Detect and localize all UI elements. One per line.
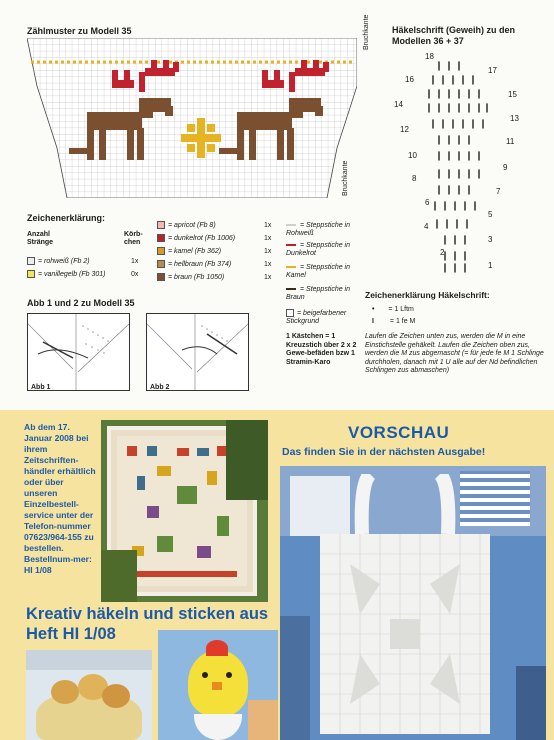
single-crochet-icon: I — [372, 318, 374, 325]
bruchkante-bottom: Bruchkante — [342, 160, 349, 196]
crochet-diagram — [425, 58, 495, 278]
swatch-icon — [286, 309, 294, 317]
row-number: 17 — [488, 66, 497, 75]
legend-count: 0x — [131, 271, 139, 278]
order-info: Ab dem 17. Januar 2008 bei ihrem Zeitschriften-händler erhältlich oder über unseren Einzelbestell-service unter der Telefon-nummer 07623/964-155 zu bestellen. Bestellnum-mer: HI 1/08 — [24, 422, 96, 575]
stitch-line-icon — [286, 224, 296, 226]
row-number: 13 — [510, 114, 519, 123]
legend-item-braun: = braun (Fb 1050) — [157, 273, 224, 281]
star-motif — [181, 118, 221, 158]
swatch-icon — [157, 273, 165, 281]
stitch-kamel: = Steppstiche in Kamel — [286, 264, 351, 279]
abb1-figure — [27, 313, 130, 391]
stitch-line-icon — [286, 266, 296, 268]
abb2-figure — [146, 313, 249, 391]
kaestchen-note: 1 Kästchen = 1 Kreuzstich über 2 x 2 Gewe-befäden bzw 1 Stramin-Karo — [286, 333, 357, 366]
legend-title: Zeichenerklärung: — [27, 213, 106, 223]
swatch-icon — [157, 247, 165, 255]
legend-count: 1x — [264, 235, 272, 242]
crochet-legend-lftm: • = 1 Lftm — [372, 306, 414, 313]
cross-stitch-chart — [27, 38, 357, 198]
row-number: 11 — [506, 137, 515, 146]
swatch-icon — [157, 221, 165, 229]
row-number: 1 — [488, 261, 493, 270]
row-number: 9 — [503, 163, 508, 172]
row-number: 8 — [412, 174, 417, 183]
legend-item-dunkelrot: = dunkelrot (Fb 1006) — [157, 234, 235, 242]
legend-item-vanillegelb: = vanillegelb (Fb 301) — [27, 270, 106, 278]
chick-egg-cosy-photo — [158, 630, 278, 740]
stitch-line-icon — [286, 288, 296, 290]
row-number: 15 — [508, 90, 517, 99]
chain-stitch-icon: • — [372, 306, 375, 313]
legend-item-kamel: = kamel (Fb 362) — [157, 247, 221, 255]
vorschau-heading: VORSCHAU — [348, 423, 450, 442]
crochet-bag-photo — [280, 466, 546, 740]
legend-item-apricot: = apricot (Fb 8) — [157, 221, 216, 229]
legend-col1-header: Anzahl Stränge — [27, 231, 54, 246]
row-number: 4 — [424, 222, 429, 231]
row-number: 2 — [440, 248, 445, 257]
crochet-legend-text: Laufen die Zeichen unten zus, werden die M in eine Einstichstelle gehäkelt. Laufen die Zeichen oben zus, werden die M zus abgemascht (= für jede fe M 1 Schlinge durchholen, danach mit 1 U alle auf der Nd befindlichen Schlingen zus abmaschen) — [365, 333, 544, 375]
chart-title: Zählmuster zu Modell 35 — [27, 26, 132, 36]
row-number: 10 — [408, 151, 417, 160]
stitch-rohweiss: = Steppstiche in Rohweiß — [286, 222, 351, 237]
stitch-dunkelrot: = Steppstiche in Dunkelrot — [286, 242, 351, 257]
kreativ-heading: Kreativ häkeln und sticken aus Heft HI 1/08 — [26, 605, 269, 643]
legend-col2-header: Körb-chen — [124, 231, 143, 246]
legend-count: 1x — [264, 222, 272, 229]
crochet-legend-fem: I = 1 fe M — [372, 318, 416, 325]
stitch-line-icon — [286, 244, 296, 246]
abb1-label: Abb 1 — [31, 384, 51, 391]
abb2-label: Abb 2 — [150, 384, 170, 391]
legend-count: 1x — [264, 261, 272, 268]
row-number: 16 — [405, 75, 414, 84]
abb-title: Abb 1 und 2 zu Modell 35 — [27, 298, 135, 308]
crochet-legend-title: Zeichenerklärung Häkelschrift: — [365, 290, 490, 300]
stitch-stickgrund: = beigefarbener Stickgrund — [286, 309, 347, 325]
crochet-title: Häkelschrift (Geweih) zu den Modellen 36 + 37 — [392, 25, 516, 46]
swatch-icon — [157, 260, 165, 268]
row-number: 12 — [400, 125, 409, 134]
swatch-icon — [157, 234, 165, 242]
row-number: 5 — [488, 210, 493, 219]
legend-count: 1x — [264, 248, 272, 255]
framed-sampler-photo — [101, 420, 268, 602]
legend-count: 1x — [264, 274, 272, 281]
swatch-icon — [27, 270, 35, 278]
bread-basket-photo — [26, 650, 152, 740]
row-number: 14 — [394, 100, 403, 109]
legend-item-hellbraun: = hellbraun (Fb 374) — [157, 260, 231, 268]
legend-count: 1x — [131, 258, 139, 265]
row-number: 6 — [425, 198, 430, 207]
bruchkante-top: Bruchkante — [363, 14, 370, 50]
row-number: 18 — [425, 52, 434, 61]
row-number: 3 — [488, 235, 493, 244]
swatch-icon — [27, 257, 35, 265]
row-number: 7 — [496, 187, 501, 196]
stitch-braun: = Steppstiche in Braun — [286, 286, 351, 301]
vorschau-subtitle: Das finden Sie in der nächsten Ausgabe! — [282, 446, 486, 458]
legend-item-rohweiss: = rohweiß (Fb 2) — [27, 257, 90, 265]
